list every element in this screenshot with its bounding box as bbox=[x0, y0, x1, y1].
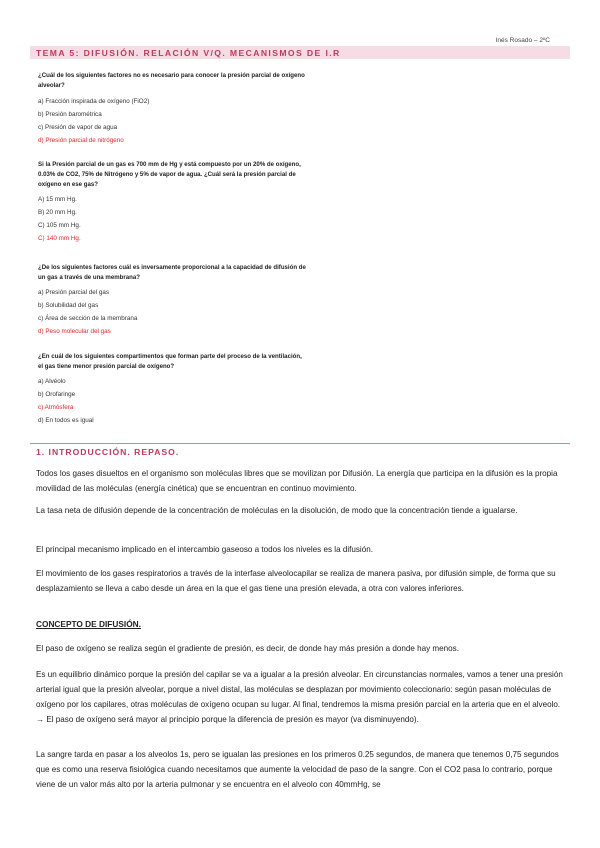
q1-option-b: b) Presión barométrica bbox=[38, 111, 102, 118]
q3-option-a: a) Presión parcial del gas bbox=[38, 289, 110, 296]
question-4: ¿En cuál de los siguientes compartimentos que forman parte del proceso de la ventilación, el gas tiene menor presión parcial de oxígeno? bbox=[38, 353, 302, 370]
paragraph: Todos los gases disueltos en el organismo son moléculas libres que se movilizan por Difusión. La energía que participa en la difusión es la propia movilidad de las moléculas (energía cinética) que se encuentran en continuo movimiento. bbox=[36, 469, 558, 493]
q4-option-d: d) En todos es igual bbox=[38, 417, 94, 424]
q1-option-c: c) Presión de vapor de agua bbox=[38, 124, 118, 131]
q1-option-d: d) Presión parcial de nitrógeno bbox=[38, 137, 124, 144]
section-divider bbox=[30, 443, 570, 444]
question-3: ¿De los siguientes factores cuál es inversamente proporcional a la capacidad de difusión de un gas a través de una membrana? bbox=[38, 264, 306, 281]
paragraph: La tasa neta de difusión depende de la concentración de moléculas en la disolución, de modo que la concentración tiende a igualarse. bbox=[36, 506, 518, 515]
paragraph: El paso de oxígeno se realiza según el gradiente de presión, es decir, de donde hay más presión a donde hay menos. bbox=[36, 644, 459, 653]
q2-option-c: C) 105 mm Hg. bbox=[38, 222, 81, 229]
page-title: TEMA 5: DIFUSIÓN. RELACIÓN V/Q. MECANISMOS DE I.R bbox=[36, 48, 341, 58]
question-1: ¿Cuál de los siguientes factores no es necesario para conocer la presión parcial de oxígeno alveolar? bbox=[38, 72, 305, 89]
q3-option-c: c) Área de sección de la membrana bbox=[38, 315, 138, 322]
q2-option-d: C) 140 mm Hg. bbox=[38, 235, 81, 242]
author-label: Inés Rosado – 2ºC bbox=[495, 37, 550, 44]
q3-option-b: b) Solubilidad del gas bbox=[38, 302, 99, 309]
paragraph: El movimiento de los gases respiratorios a través de la interfase alveolocapilar se realiza de manera pasiva, por difusión simple, de forma que su desplazamiento se lleva a cabo desde un área en la que el gas tiene una presión elevada, a otra con valores inferiores. bbox=[36, 569, 556, 593]
paragraph: La sangre tarda en pasar a los alveolos 1s, pero se igualan las presiones en los primeros 0.25 segundos, de manera que tenemos 0,75 segundos que es como una reserva fisiológica cuando necesitamos que aumente la velocidad de paso de la sangre. Con el CO2 pasa lo contrario, porque viene de un valor más alto por la arteria pulmonar y se encuentra en el alveolo con 40mmHg, se bbox=[36, 750, 559, 789]
section-heading: 1. INTRODUCCIÓN. REPASO. bbox=[36, 447, 180, 457]
q2-option-a: A) 15 mm Hg. bbox=[38, 196, 77, 203]
q2-option-b: B) 20 mm Hg. bbox=[38, 209, 77, 216]
question-2: Si la Presión parcial de un gas es 700 mm de Hg y está compuesto por un 20% de oxígeno, 0.03% de CO2, 75% de Nitrógeno y 5% de vapor de agua. ¿Cuál será la presión parcial de oxígeno en ese gas? bbox=[38, 161, 301, 188]
paragraph: Es un equilibrio dinámico porque la presión del capilar se va a igualar a la presión alveolar. En circunstancias normales, vamos a tener una presión arterial igual que la presión alveolar, porque a nivel distal, las moléculas se desplazan por movimiento coleccionario: según pasan moléculas de oxígeno por los capilares, otras moléculas de oxígeno ocupan su lugar. Al final, tendremos la misma presión parcial en la arteria que en el alveolo. → El paso de oxígeno será mayor al principio porque la diferencia de presión es mayor (va disminuyendo). bbox=[36, 670, 563, 724]
q4-option-b: b) Orofaringe bbox=[38, 391, 76, 398]
q4-option-a: a) Alvéolo bbox=[38, 378, 66, 385]
paragraph: El principal mecanismo implicado en el intercambio gaseoso a todos los niveles es la difusión. bbox=[36, 545, 373, 554]
q1-option-a: a) Fracción inspirada de oxígeno (FiO2) bbox=[38, 98, 150, 105]
q4-option-c: c) Atmósfera bbox=[38, 404, 74, 411]
subheading: CONCEPTO DE DIFUSIÓN. bbox=[36, 619, 141, 629]
q3-option-d: d) Peso molecular del gas bbox=[38, 328, 111, 335]
